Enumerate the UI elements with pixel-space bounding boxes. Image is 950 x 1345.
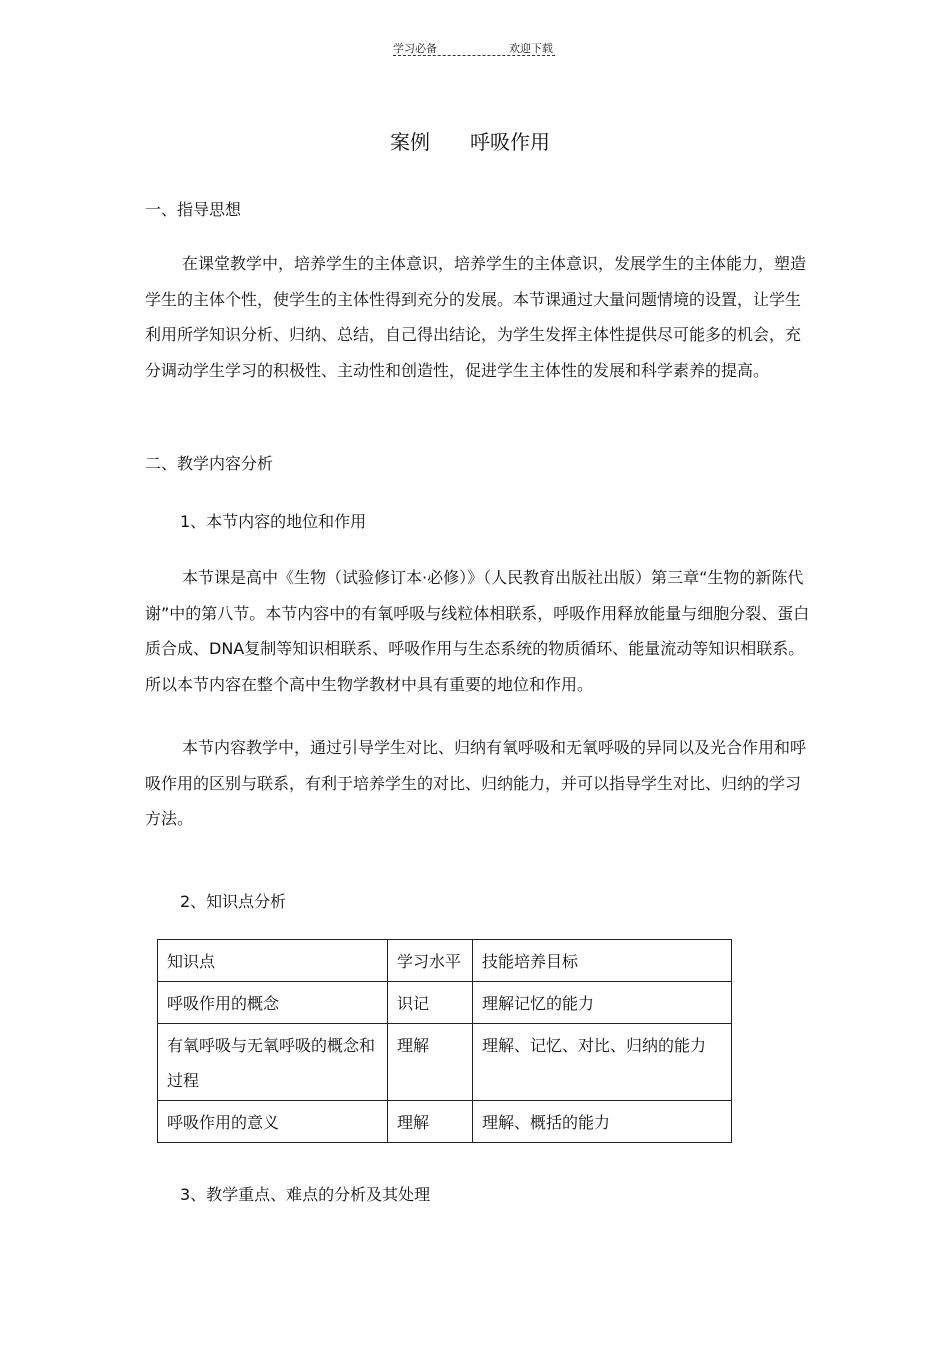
table-header-cell: 学习水平 [388,940,473,982]
title-part-topic: 呼吸作用 [470,130,550,154]
table-cell: 识记 [388,982,473,1024]
table-cell: 理解、概括的能力 [473,1101,732,1143]
subheading-key-difficult-points: 3、教学重点、难点的分析及其处理 [180,1185,431,1204]
subheading-knowledge-points: 2、知识点分析 [180,892,287,911]
table-row [158,982,732,1024]
table-cell: 理解 [388,1101,473,1143]
paragraph-position-role: 本节课是高中《生物（试验修订本·必修）》（人民教育出版社出版）第三章“生物的新陈代谢”中的第八节。本节内容中的有氧呼吸与线粒体相联系，呼吸作用释放能量与细胞分裂、蛋白质合成、DNA复制等知识相联系、呼吸作用与生态系统的物质循环、能量流动等知识相联系。所以本节内容在整个高中生物学教材中具有重要的地位和作用。 [145,568,810,694]
paragraph-guiding-idea: 在课堂教学中，培养学生的主体意识，培养学生的主体意识，发展学生的主体能力，塑造学生的主体个性，使学生的主体性得到充分的发展。本节课通过大量问题情境的设置，让学生利用所学知识分析、归纳、总结，自己得出结论，为学生发挥主体性提供尽可能多的机会，充分调动学生学习的积极性、主动性和创造性，促进学生主体性的发展和科学素养的提高。 [145,254,807,380]
table-cell: 理解记忆的能力 [473,982,732,1024]
header-dashed-line [393,55,555,56]
table-cell: 呼吸作用的意义 [158,1101,388,1143]
table-row [158,1101,732,1143]
title-part-case: 案例 [390,130,430,154]
paragraph-teaching-method: 本节内容教学中，通过引导学生对比、归纳有氧呼吸和无氧呼吸的异同以及光合作用和呼吸作用的区别与联系，有利于培养学生的对比、归纳能力，并可以指导学生对比、归纳的学习方法。 [145,738,807,828]
page-header [393,38,555,58]
table-row [158,1024,732,1101]
knowledge-point-table [157,939,732,1143]
page-title [390,126,550,155]
section-heading-guiding-idea: 一、指导思想 [145,200,242,219]
header-left-text: 学习必备 [393,42,437,55]
subheading-position-role: 1、本节内容的地位和作用 [180,512,367,531]
table-header-cell: 技能培养目标 [473,940,732,982]
table-header-row [158,940,732,982]
table-header-cell: 知识点 [158,940,388,982]
table-cell: 呼吸作用的概念 [158,982,388,1024]
table-cell: 理解 [388,1024,473,1101]
header-right-text: 欢迎下载 [509,42,553,55]
table-cell: 有氧呼吸与无氧呼吸的概念和过程 [158,1024,388,1101]
section-heading-content-analysis: 二、教学内容分析 [145,454,274,473]
table-cell: 理解、记忆、对比、归纳的能力 [473,1024,732,1101]
